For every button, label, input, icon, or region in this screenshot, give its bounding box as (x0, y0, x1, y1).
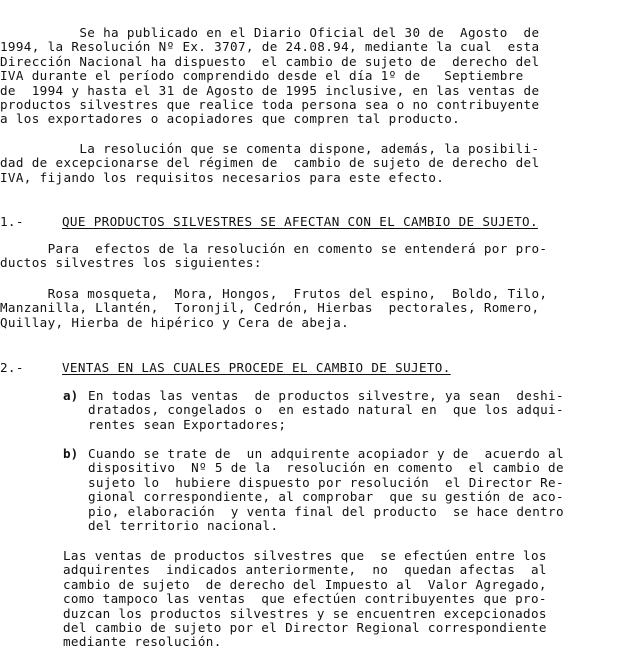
text-line: pio, elaboración y venta final del producto se hace dentro (88, 503, 564, 519)
text-line: del territorio nacional. (88, 517, 279, 533)
text-line: gional correspondiente, al comprobar que su gestión de aco- (88, 489, 564, 505)
item-label: a) (63, 388, 79, 403)
text-line: Se ha publicado en el Diario Oficial del 30 de Agosto de (0, 25, 540, 40)
text-line: productos silvestres que realice toda persona sea o no contribuyente (0, 96, 540, 112)
section-heading-1 (0, 214, 632, 229)
text-line: dratados, congelados o en estado natural en que los adqui- (88, 402, 564, 418)
text-line: dispositivo Nº 5 de la resolución en comento el cambio de (88, 460, 564, 476)
section-heading-2 (0, 360, 632, 375)
text-line: duzcan los productos silvestres y se encuentren excepcionados (63, 605, 547, 621)
text-line: Dirección Nacional ha dispuesto el cambio de sujeto de derecho del (0, 53, 540, 69)
text-line: sujeto lo hubiere dispuesto por resolución el Director Re- (88, 474, 564, 490)
text-line: En todas las ventas de productos silvestre, ya sean deshi- (88, 388, 564, 403)
item-label: b) (63, 446, 79, 461)
text-line: de 1994 y hasta el 31 de Agosto de 1995 inclusive, en las ventas de (0, 82, 540, 98)
text-line: Quillay, Hierba de hipérico y Cera de abeja. (0, 314, 350, 330)
text-line: como tampoco las ventas que efectúen contribuyentes que pro- (63, 591, 547, 607)
section-number: 1.- (0, 214, 24, 229)
paragraph-intro (0, 26, 632, 127)
section-title: VENTAS EN LAS CUALES PROCEDE EL CAMBIO DE SUJETO. (62, 360, 451, 375)
text-line: Rosa mosqueta, Mora, Hongos, Frutos del espino, Boldo, Tilo, (0, 286, 548, 301)
text-line: IVA, fijando los requisitos necesarios para este efecto. (0, 169, 445, 185)
text-line: dad de excepcionarse del régimen de cambio de sujeto de derecho del (0, 155, 540, 171)
text-line: Las ventas de productos silvestres que se efectúen entre los (63, 548, 547, 563)
list-item-a (63, 388, 620, 432)
paragraph-definition (0, 242, 632, 271)
paragraph-exception (0, 142, 632, 185)
text-line: del cambio de sujeto por el Director Regional correspondiente (63, 619, 547, 635)
text-line: 1994, la Resolución Nº Ex. 3707, de 24.08.94, mediante la cual esta (0, 39, 540, 55)
text-line: La resolución que se comenta dispone, además, la posibili- (0, 141, 540, 156)
text-line: Manzanilla, Llantén, Toronjil, Cedrón, Hierbas pectorales, Romero, (0, 300, 540, 316)
text-line: a los exportadores o acopiadores que compren tal producto. (0, 111, 461, 127)
paragraph-product-list (0, 287, 632, 330)
section-number: 2.- (0, 360, 24, 375)
text-line: Cuando se trate de un adquirente acopiador y de acuerdo al (88, 446, 564, 461)
text-line: rentes sean Exportadores; (88, 416, 287, 432)
section-title: QUE PRODUCTOS SILVESTRES SE AFECTAN CON EL CAMBIO DE SUJETO. (62, 214, 538, 229)
text-line: IVA durante el período comprendido desde el día 1º de Septiembre (0, 68, 524, 84)
paragraph-exclusions (63, 549, 623, 650)
text-line: adquirentes indicados anteriormente, no quedan afectas al (63, 562, 547, 578)
list-item-b (63, 446, 620, 533)
text-line: Para efectos de la resolución en comento se entenderá por pro- (0, 241, 548, 256)
text-line: ductos silvestres los siguientes: (0, 255, 262, 271)
text-line: cambio de sujeto de derecho del Impuesto al Valor Agregado, (63, 576, 547, 592)
text-line: mediante resolución. (63, 634, 222, 650)
